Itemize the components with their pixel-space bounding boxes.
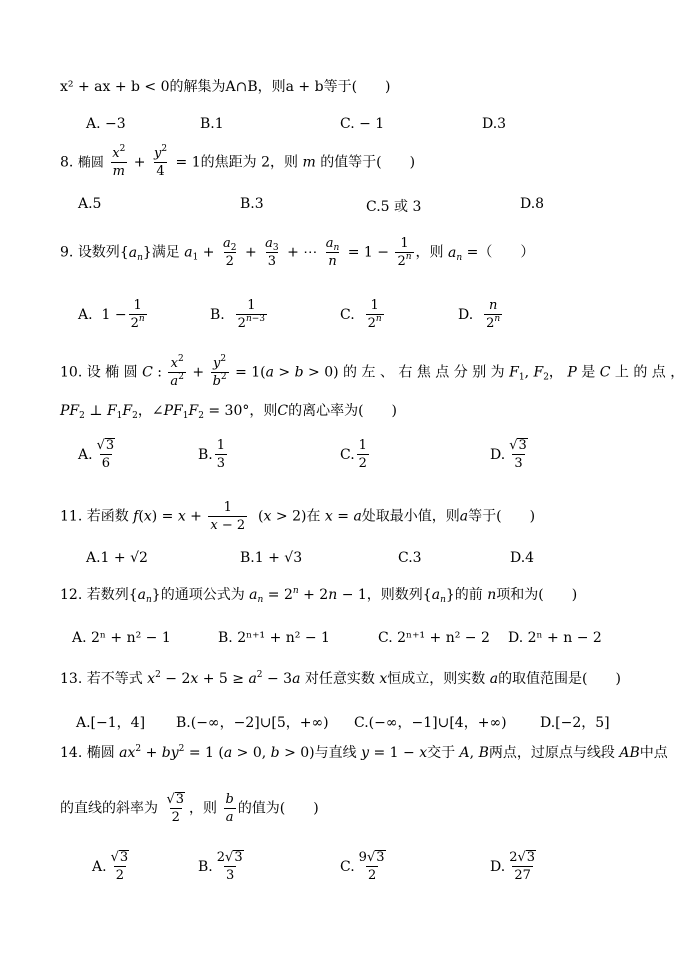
- q7-option-d: D.3: [482, 116, 507, 132]
- q11-option-a: A.1 + √2: [86, 550, 148, 566]
- q14-text-a: 椭圆: [86, 745, 115, 761]
- q10-option-d: D. √ 3 3: [490, 438, 527, 471]
- q14-text-b: 与直线: [314, 745, 357, 761]
- q13-stem: 13. 若不等式 $x^2 - 2x + 5 \ge a^2 - 3a$ 对任意实数 x恒成立，则实数 a的取值范围是( ): [60, 670, 621, 687]
- q11-stem: 11. 若函数 f(x) = x + $\frac{1}{x - 2}$ (x > 2)在 x = a处取最小值，则a等于( ): [60, 500, 536, 533]
- q14-text-e: 中点: [639, 745, 668, 761]
- q8-option-b: B.3: [240, 196, 264, 212]
- q8-option-a: A.5: [78, 196, 102, 212]
- q14-text-g: ，则: [189, 800, 218, 817]
- q8-frac-x: $\frac{x^2}{m}$: [112, 144, 126, 179]
- q8-text-b: = 1的焦距为 2，则: [175, 154, 298, 171]
- q10-text-d: 是: [581, 364, 596, 381]
- q14-option-d: D. 2 √ 3 27: [490, 850, 536, 883]
- q8-text-c: 的值等于( ): [320, 154, 416, 171]
- q8-stem: 8. 椭圆 $\frac{x^2}{m}$ + $\frac{y^2}{4}$ = 1的焦距为 2，则 m 的值等于( ): [60, 144, 416, 179]
- q13-text-a: 若不等式: [86, 671, 143, 687]
- q7-stem-text: x² + ax + b < 0的解集为A∩B，则a + b等于( ): [60, 79, 391, 95]
- q14-options: [0, 850, 688, 883]
- q12-stem: 12. 若数列$\{a_n\}$的通项公式为 $a_n = 2^n + 2n - 1$，则数列$\{a_n\}$的前 n项和为( ): [60, 586, 578, 605]
- q10-option-b: B. $\frac{1}{3}$: [198, 438, 226, 471]
- q14-text-c: 交于: [427, 745, 456, 761]
- q7-options: [0, 116, 688, 146]
- q13-option-a: A.[−1，4]: [76, 715, 146, 731]
- q7-option-c: C. − 1: [340, 116, 385, 132]
- q14-option-c: C. 9 √ 3 2: [340, 850, 385, 883]
- q11-option-b: B.1 + √3: [240, 550, 303, 566]
- q9-text-b: 满足: [151, 244, 180, 261]
- q14-stem-line1: 14. 椭圆 $ax^2 + by^2 = 1$ (a > 0, b > 0)与直线 y = 1 − x交于 A, B两点，过原点与线段 AB中点: [60, 744, 668, 761]
- q14-text-f: 的直线的斜率为: [60, 800, 158, 817]
- q9-text-c: ，则: [415, 244, 444, 261]
- q11-option-c: C.3: [398, 550, 422, 566]
- q12-number: 12.: [60, 587, 83, 603]
- q14-text-h: 的值为( ): [237, 800, 319, 817]
- q10-options: [0, 438, 688, 471]
- q9-option-b: B. $\frac{1}{2^{n-3}}$: [210, 298, 266, 331]
- q13-text-c: 恒成立，则实数: [387, 671, 486, 687]
- q11-text-c: 处取最小值，则: [361, 508, 460, 525]
- q8-option-d: D.8: [520, 196, 545, 212]
- q9-options: [0, 298, 688, 331]
- q10-option-a: A. √ 3 6: [78, 438, 115, 471]
- q11-options: [0, 550, 688, 580]
- q11-option-d: D.4: [510, 550, 535, 566]
- q13-number: 13.: [60, 671, 83, 687]
- q14-stem-line2: 的直线的斜率为 √ 3 2 ，则 $\frac{b}{a}$ 的值为( ): [60, 792, 319, 825]
- q11-text-a: 若函数: [86, 508, 129, 525]
- q9-text-d: =（ ）: [466, 244, 535, 261]
- q10-number: 10.: [60, 364, 83, 381]
- q13-text-b: 对任意实数: [304, 671, 375, 687]
- q9-option-d: D. $\frac{n}{2^n}$: [458, 298, 501, 331]
- q13-option-c: C.(−∞，−1]∪[4，+∞): [354, 715, 507, 731]
- q12-text-d: 的前: [454, 587, 483, 603]
- q12-text-a: 若数列: [86, 587, 129, 603]
- q11-text-b: 在: [306, 508, 321, 525]
- q7-option-a: A. −3: [86, 116, 126, 132]
- q11-text-d: 等于( ): [468, 508, 536, 525]
- q10-stem-line2: $PF_2$ ⊥ $F_1F_2$，$\angle PF_1F_2 = 30^\circ$，则C的离心率为( ): [60, 403, 398, 421]
- q13-option-b: B.(−∞，−2]∪[5，+∞): [176, 715, 329, 731]
- q12-option-d: D. 2ⁿ + n − 2: [508, 630, 602, 646]
- q10-option-c: C. $\frac{1}{2}$: [340, 438, 367, 471]
- q12-text-b: 的通项公式为: [160, 587, 245, 603]
- q12-option-a: A. 2ⁿ + n² − 1: [72, 630, 171, 646]
- q8-option-c: C.5 或 3: [366, 199, 422, 215]
- q12-options: [0, 630, 688, 660]
- q10-stem-line1: 10. 设 椭 圆 C : $\frac{x^2}{a^2}$ + $\frac{y^2}{b^2}$ = 1(a > b > 0) 的 左 、 右 焦 点 分 别 为 $F_1$, $F_2$， P 是 C 上 的 点 ，: [60, 354, 685, 389]
- q8-frac-y: $\frac{y^2}{4}$: [154, 144, 168, 179]
- q13-options: [0, 712, 688, 742]
- q10-text-a: 设 椭 圆: [86, 364, 138, 381]
- q8-text-a: 椭圆: [77, 155, 104, 171]
- q8-number: 8.: [60, 154, 74, 171]
- q7-stem: [60, 80, 391, 94]
- q13-text-d: 的取值范围是( ): [498, 671, 621, 687]
- q12-option-c: C. 2ⁿ⁺¹ + n² − 2: [378, 630, 490, 646]
- q14-option-a: A. √ 3 2: [92, 850, 129, 883]
- q9-option-a: A. 1 − $\frac{1}{2^n}$: [78, 298, 145, 331]
- q10-text-f: ，则: [249, 403, 278, 419]
- q10-text-c: ，: [548, 364, 563, 381]
- q7-option-b: B.1: [200, 116, 224, 132]
- q10-text-g: 的离心率为( ): [288, 403, 398, 419]
- q14-number: 14.: [60, 745, 83, 761]
- q12-text-c: ，则数列: [366, 587, 423, 603]
- q10-text-e: 上 的 点 ，: [614, 364, 685, 381]
- q12-text-e: 项和为( ): [496, 587, 578, 603]
- q9-stem: 9. 设数列$\{a_n\}$满足 $a_1$ + $\frac{a_2}{2}$ + $\frac{a_3}{3}$ + ⋯ $\frac{a_n}{n}$ = 1 − $\frac{1}{2^n}$ ，则 $a_n$ =（ ）: [60, 236, 535, 269]
- q14-text-d: 两点，过原点与线段: [488, 745, 615, 761]
- q12-option-b: B. 2ⁿ⁺¹ + n² − 1: [218, 630, 330, 646]
- q9-number: 9.: [60, 244, 74, 261]
- q11-number: 11.: [60, 508, 83, 525]
- q8-options: [0, 196, 688, 226]
- q10-text-b: 的 左 、 右 焦 点 分 别 为: [343, 364, 505, 381]
- q14-option-b: B. 2 √ 3 3: [198, 850, 243, 883]
- q9-option-c: C. $\frac{1}{2^n}$: [340, 298, 382, 331]
- q13-option-d: D.[−2，5]: [540, 715, 610, 731]
- q9-text-a: 设数列: [77, 244, 120, 261]
